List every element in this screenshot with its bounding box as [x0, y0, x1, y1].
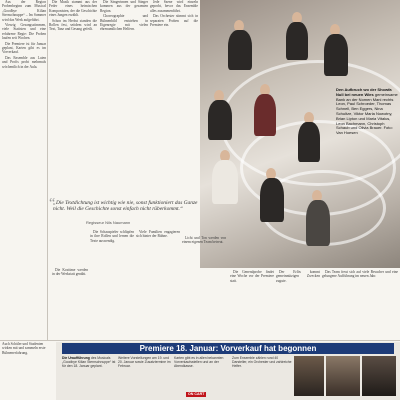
paragraph: Das Orchester stimmt sich in separaten Proben auf die Premiere ein. [150, 14, 198, 28]
on-cart-badge: ON CART [188, 392, 205, 396]
info-box-column-text: Zum Ensemble zählen rund 40 Darsteller, ein Orchester und zahlreiche Helfer. [232, 356, 292, 369]
info-box-photo [326, 356, 360, 396]
paragraph: Viele Familien engagieren sich hinter der Bühne. [136, 230, 180, 239]
photo-caption [336, 88, 398, 136]
paragraph: Die Kostüme werden in der Werkstatt genäht. [52, 268, 88, 277]
paragraph: Die Musik stammt aus der Feder eines heimischen Komponisten, der die Geschichte eines Jungen erzählt. [49, 0, 97, 18]
pull-quote-author: Regisseur Nils Naumann [86, 220, 131, 225]
info-box-column-4 [232, 356, 292, 398]
article-column-1 [2, 0, 46, 338]
article-column-4 [150, 0, 198, 228]
pull-quote: „Die Textdichtung ist wichtig wie nie, sonst funktioniert das Ganze nicht. Weil die Geschichte sonst einfach nicht rüberkommt.“ [53, 200, 198, 213]
bottom-left-text [2, 342, 52, 400]
info-box-column-2 [118, 356, 172, 398]
article-column-2 [49, 0, 97, 200]
paragraph: Licht und Ton werden von einem eigenen Team betreut. [182, 236, 226, 245]
info-box-column-text: Weitere Vorstellungen am 19. und 20. Januar sowie Zusatztermine im Februar. [118, 356, 171, 369]
paragraph: Choreographie und Bühnenbild entstehen in Eigenregie mit vielen ehrenamtlichen Helfern. [100, 14, 148, 32]
person-figure [208, 100, 232, 140]
quote-mark-icon: “ [49, 196, 56, 211]
caption-title: Den Aufbruch wo der Showfa Null bei neuen Wies [336, 87, 392, 97]
paragraph: Das Ensemble aus Laien und Profis probt mehrmals wöchentlich in der Aula. [2, 55, 46, 69]
paragraph: Die Premiere ist für Januar geplant, Karten gibt es im Vorverkauf. [2, 41, 46, 55]
paragraph: Auch Schüler und Studenten wirken mit und sammeln erste Bühnenerfahrung. [2, 342, 46, 355]
article-column-lower-1 [52, 268, 88, 340]
article-column-lower-6 [276, 270, 320, 340]
paragraph: Die Generalprobe findet eine Woche vor der Premiere statt. [230, 270, 274, 283]
info-box-column-text: des Musicals „Goodbye Kilian Sternschnuppe“ ist für den 18. Januar geplant. [62, 356, 116, 369]
info-box-photo [294, 356, 324, 396]
paragraph: Jede Szene wird einzeln geprobt, bevor das Ensemble alles zusammenführt. [150, 0, 198, 13]
article-column-lower-5 [230, 270, 274, 340]
paragraph: Schon im Herbst standen die Rollen fest, seitdem wird an Text, Tanz und Gesang gefeilt. [49, 18, 97, 32]
article-column-lower-2 [90, 230, 134, 340]
info-box-column-title: Die Uraufführung [62, 356, 90, 360]
paragraph: Der Erlös kommt gemeinnützigen Zwecken zugute. [276, 270, 320, 283]
info-box-column-text: Karten gibt es in allen bekannten Vorverkaufsstellen und an der Abendkasse. [174, 356, 224, 369]
caption-body: gemeinsame Bank an der Nomen Mani rechts Leon, Paul Schroeder, Thomas Schnell, Ben Eggers, Nina Schultze, Viktor Maria Nowotny, Brian Lipton und Maria Vitalus, Leon Bachmann, Christoph Schaub und Olivia Brauer. Foto: Van Hoesen [336, 91, 398, 136]
paragraph: Vierzig Gesangsstimmen, viele Statisten und eine erfahrene Regie: Die Proben laufen seit Wochen. [2, 23, 46, 41]
person-figure [286, 22, 308, 60]
paragraph: Aus der Region Probenbeginn zum Musical „Goodbye Kilian Sternschnuppe“ – Im Sommer wird das Werk aufgeführt. [2, 0, 46, 22]
paragraph: Das Team freut sich auf viele Besucher und eine gelungene Aufführung im neuen Jahr. [322, 270, 398, 279]
person-figure [298, 122, 320, 162]
paragraph: Die Sängerinnen und Sänger kommen aus der gesamten Region. [100, 0, 148, 13]
article-column-lower-7 [322, 270, 398, 340]
person-figure [228, 30, 252, 70]
person-figure [306, 200, 330, 246]
info-box-headline: Premiere 18. Januar: Vorverkauf hat begonnen [62, 343, 394, 354]
person-figure [254, 94, 276, 136]
paragraph: Die Schauspieler schlüpfen in ihre Rollen und lernen die Texte auswendig. [90, 230, 134, 243]
article-column-lower-4 [182, 236, 226, 340]
column-divider [47, 0, 48, 340]
info-box-photo [362, 356, 396, 396]
article-column-3 [100, 0, 148, 228]
person-figure [324, 34, 348, 76]
person-figure [260, 178, 284, 222]
article-column-lower-3 [136, 230, 180, 340]
info-box-column-1 [62, 356, 116, 398]
section-divider [0, 340, 400, 341]
person-figure [212, 160, 238, 204]
